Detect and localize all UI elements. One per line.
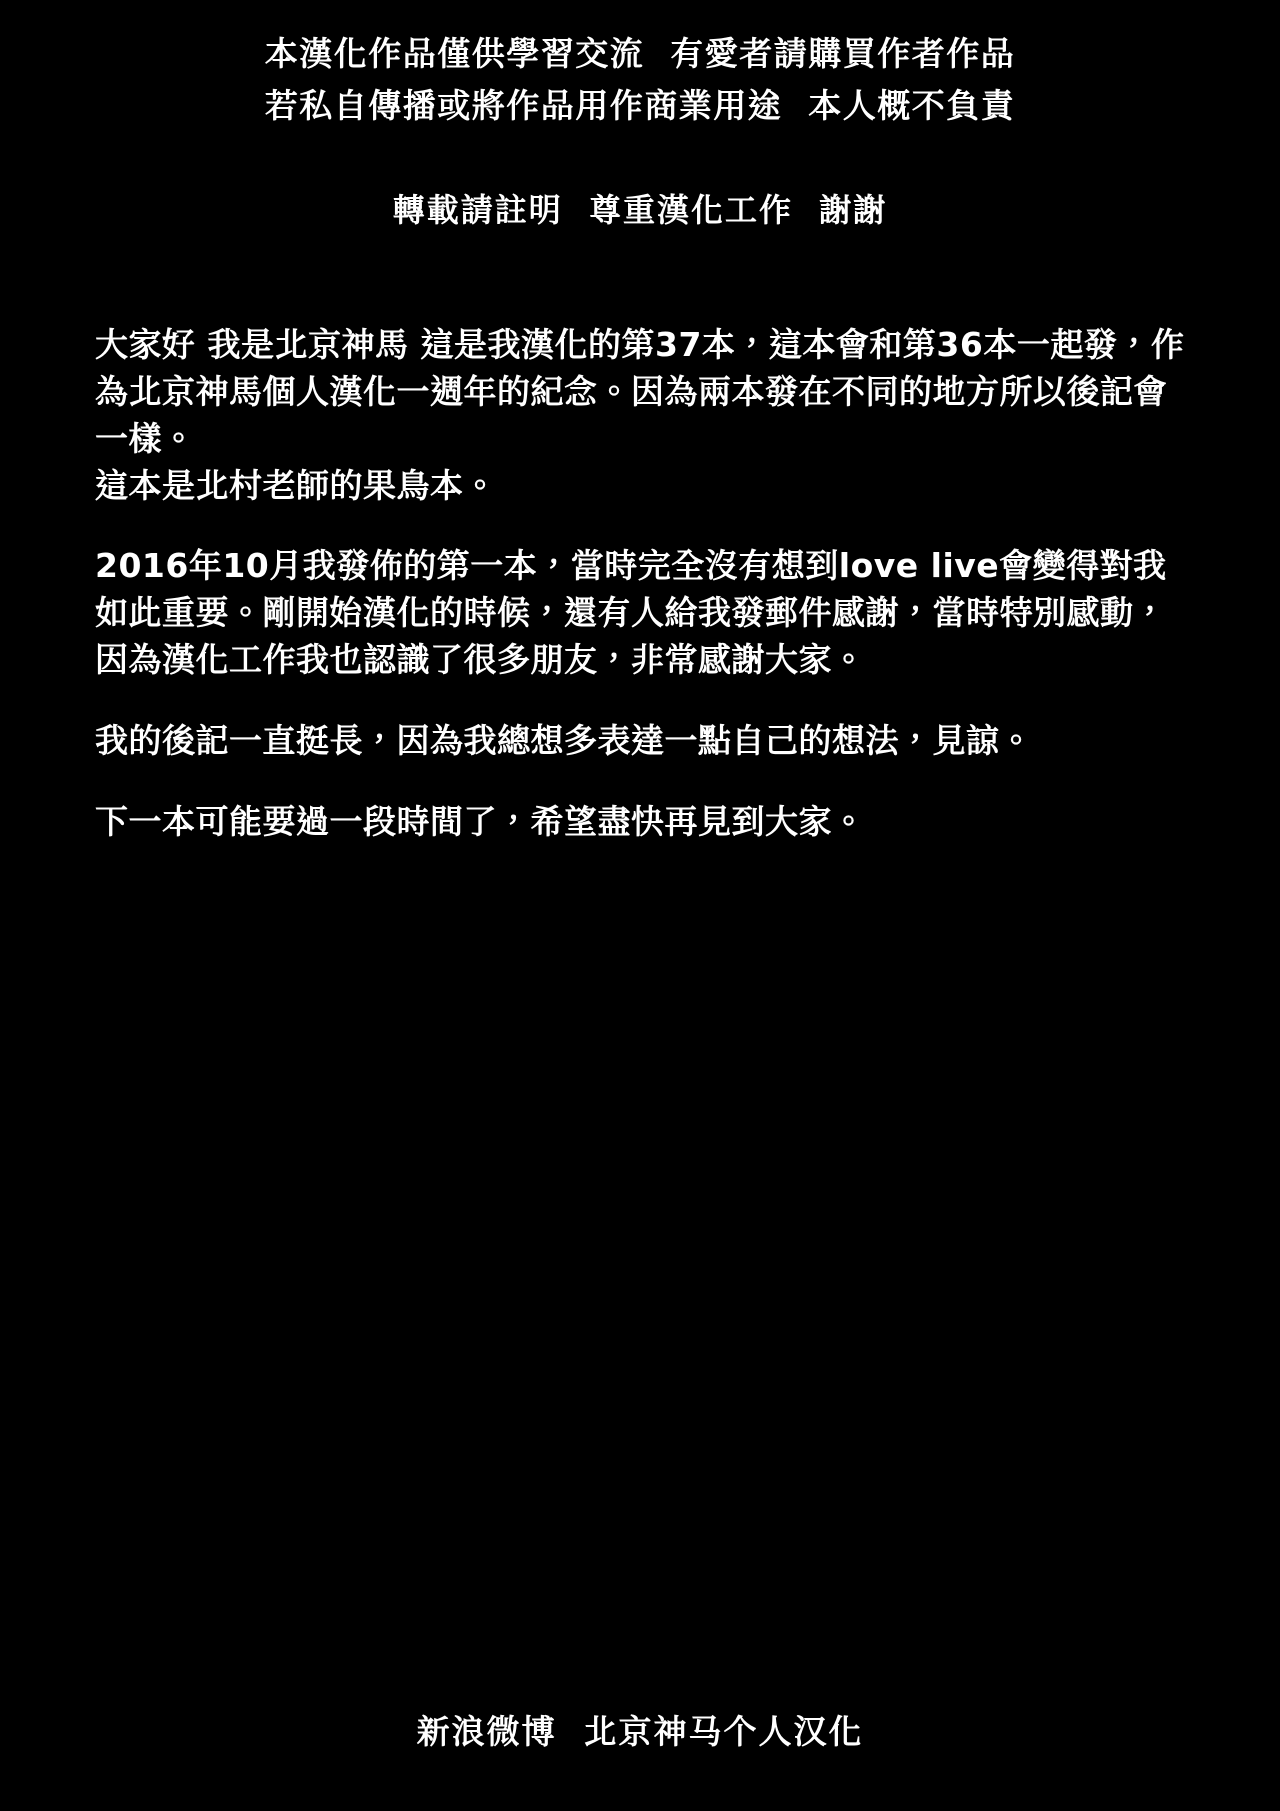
afterword-paragraph-2: 這本是北村老師的果鳥本。 (95, 465, 497, 505)
afterword-paragraph-1: 大家好 我是北京神馬 這是我漢化的第37本，這本會和第36本一起發，作為北京神馬個人漢化一週年的紀念。因為兩本發在不同的地方所以後記會一樣。 (95, 325, 1185, 458)
repost-notice-line: 轉載請註明 尊重漢化工作 謝謝 (392, 191, 888, 229)
footer-credit-block (0, 1706, 1280, 1753)
disclaimer-block (0, 28, 1280, 132)
afterword-paragraph-5: 下一本可能要過一段時間了，希望盡快再見到大家。 (95, 801, 866, 841)
repost-notice-block (0, 185, 1280, 231)
disclaimer-line-1: 本漢化作品僅供學習交流 有愛者請購買作者作品 (264, 34, 1016, 73)
afterword-body (95, 322, 1200, 846)
afterword-paragraph-4: 我的後記一直挺長，因為我總想多表達一點自己的想法，見諒。 (95, 721, 1033, 761)
footer-credit: 新浪微博 北京神马个人汉化 (416, 1712, 864, 1751)
afterword-paragraph-3: 2016年10月我發佈的第一本，當時完全沒有想到love live會變得對我如此重要。剛開始漢化的時候，還有人給我發郵件感謝，當時特別感動，因為漢化工作我也認識了很多朋友，非常感謝大家。 (95, 546, 1167, 680)
disclaimer-line-2: 若私自傳播或將作品用作商業用途 本人概不負責 (264, 86, 1016, 126)
